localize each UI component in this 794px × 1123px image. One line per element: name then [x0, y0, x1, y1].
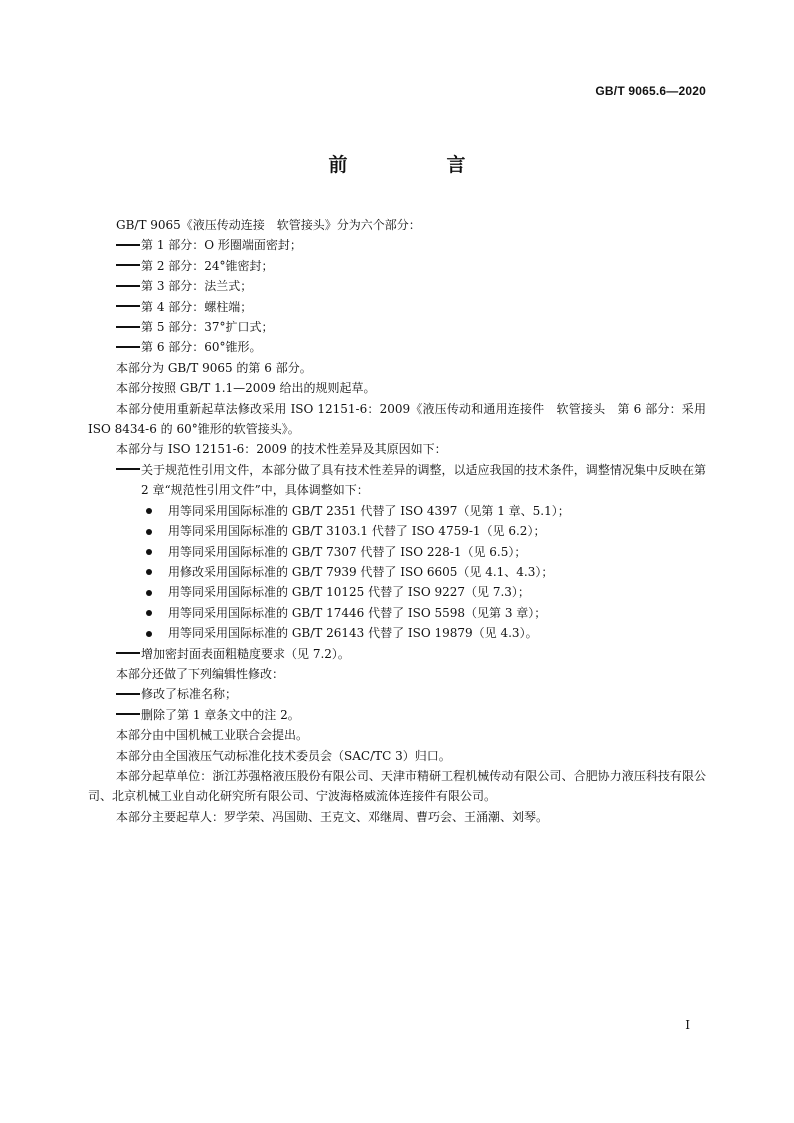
- bullet-icon: [146, 508, 152, 514]
- list-item-text: 用修改采用国际标准的 GB/T 7939 代替了 ISO 6605（见 4.1、4.3）；: [168, 564, 554, 579]
- paragraph-text: 本部分起草单位：浙江苏强格液压股份有限公司、天津市精研工程机械传动有限公司、合肥协力液压科技有限公司、北京机械工业自动化研究所有限公司、宁波海格威流体连接件有限公司。: [88, 768, 706, 804]
- em-dash-marker: [116, 693, 140, 695]
- paragraph: [88, 766, 706, 807]
- dash-list-item: [88, 256, 706, 276]
- paragraph: [88, 399, 706, 440]
- em-dash-marker: [116, 264, 140, 266]
- list-item-text: 关于规范性引用文件，本部分做了具有技术性差异的调整，以适应我国的技术条件，调整情况集中反映在第 2 章“规范性引用文件”中，具体调整如下：: [141, 462, 706, 498]
- list-item-text: 用等同采用国际标准的 GB/T 7307 代替了 ISO 228-1（见 6.5）；: [168, 544, 527, 559]
- bullet-list-item: [88, 501, 706, 521]
- bullet-list-item: [88, 623, 706, 643]
- list-item-text: 第 2 部分：24°锥密封；: [141, 258, 274, 273]
- dash-list-item: [88, 235, 706, 255]
- list-item-text: 用等同采用国际标准的 GB/T 2351 代替了 ISO 4397（见第 1 章、5.1）；: [168, 503, 570, 518]
- dash-list-item: [88, 297, 706, 317]
- list-item-text: 修改了标准名称；: [141, 687, 238, 702]
- bullet-list-item: [88, 542, 706, 562]
- dash-list-item: [88, 317, 706, 337]
- bullet-list-item: [88, 582, 706, 602]
- list-item-text: 用等同采用国际标准的 GB/T 26143 代替了 ISO 19879（见 4.3）。: [168, 626, 538, 641]
- foreword-body: [88, 215, 706, 827]
- paragraph: [88, 807, 706, 827]
- paragraph: [88, 358, 706, 378]
- dash-list-item: [88, 337, 706, 357]
- em-dash-marker: [116, 346, 140, 348]
- list-item-text: 增加密封面表面粗糙度要求（见 7.2）。: [141, 646, 350, 661]
- list-item-text: 用等同采用国际标准的 GB/T 3103.1 代替了 ISO 4759-1（见 6.2）；: [168, 524, 546, 539]
- paragraph-text: 本部分为 GB/T 9065 的第 6 部分。: [116, 360, 312, 375]
- dash-list-item: [88, 705, 706, 725]
- paragraph: [88, 215, 706, 235]
- dash-list-item: [88, 460, 706, 501]
- paragraph: [88, 439, 706, 459]
- em-dash-marker: [116, 468, 140, 470]
- dash-list-item: [88, 644, 706, 664]
- list-item-text: 第 1 部分：O 形圈端面密封；: [141, 238, 302, 253]
- list-item-text: 删除了第 1 章条文中的注 2。: [141, 707, 300, 722]
- bullet-icon: [146, 569, 152, 575]
- bullet-icon: [146, 529, 152, 535]
- bullet-icon: [146, 549, 152, 555]
- paragraph: [88, 725, 706, 745]
- standard-code: GB/T 9065.6—2020: [595, 84, 706, 98]
- em-dash-marker: [116, 244, 140, 246]
- em-dash-marker: [116, 326, 140, 328]
- paragraph-text: 本部分与 ISO 12151-6：2009 的技术性差异及其原因如下：: [116, 442, 447, 457]
- paragraph-text: GB/T 9065《液压传动连接 软管接头》分为六个部分：: [116, 218, 421, 232]
- paragraph-text: 本部分使用重新起草法修改采用 ISO 12151-6：2009《液压传动和通用连接件 软管接头 第 6 部分：采用 ISO 8434-6 的 60°锥形的软管接头》。: [88, 401, 706, 437]
- bullet-list-item: [88, 603, 706, 623]
- paragraph: [88, 746, 706, 766]
- page-number: I: [685, 1018, 690, 1032]
- paragraph: [88, 664, 706, 684]
- dash-list-item: [88, 684, 706, 704]
- paragraph-text: 本部分还做了下列编辑性修改：: [116, 666, 285, 681]
- list-item-text: 第 3 部分：法兰式；: [141, 279, 253, 294]
- list-item-text: 用等同采用国际标准的 GB/T 10125 代替了 ISO 9227（见 7.3）；: [168, 585, 530, 600]
- bullet-icon: [146, 631, 152, 637]
- bullet-icon: [146, 590, 152, 596]
- bullet-icon: [146, 610, 152, 616]
- list-item-text: 用等同采用国际标准的 GB/T 17446 代替了 ISO 5598（见第 3 章）；: [168, 605, 547, 620]
- dash-list-item: [88, 276, 706, 296]
- list-item-text: 第 4 部分：螺柱端；: [141, 299, 253, 314]
- paragraph-text: 本部分由中国机械工业联合会提出。: [116, 728, 309, 743]
- em-dash-marker: [116, 713, 140, 715]
- list-item-text: 第 5 部分：37°扩口式；: [141, 320, 274, 335]
- em-dash-marker: [116, 652, 140, 654]
- paragraph-text: 本部分按照 GB/T 1.1—2009 给出的规则起草。: [116, 381, 376, 396]
- em-dash-marker: [116, 305, 140, 307]
- list-item-text: 第 6 部分：60°锥形。: [141, 340, 262, 355]
- bullet-list-item: [88, 521, 706, 541]
- paragraph: [88, 378, 706, 398]
- em-dash-marker: [116, 285, 140, 287]
- bullet-list-item: [88, 562, 706, 582]
- paragraph-text: 本部分由全国液压气动标准化技术委员会（SAC/TC 3）归口。: [116, 748, 451, 763]
- paragraph-text: 本部分主要起草人：罗学荣、冯国勋、王克文、邓继周、曹巧会、王涌潮、刘琴。: [116, 809, 549, 824]
- page-title: 前 言: [328, 154, 506, 176]
